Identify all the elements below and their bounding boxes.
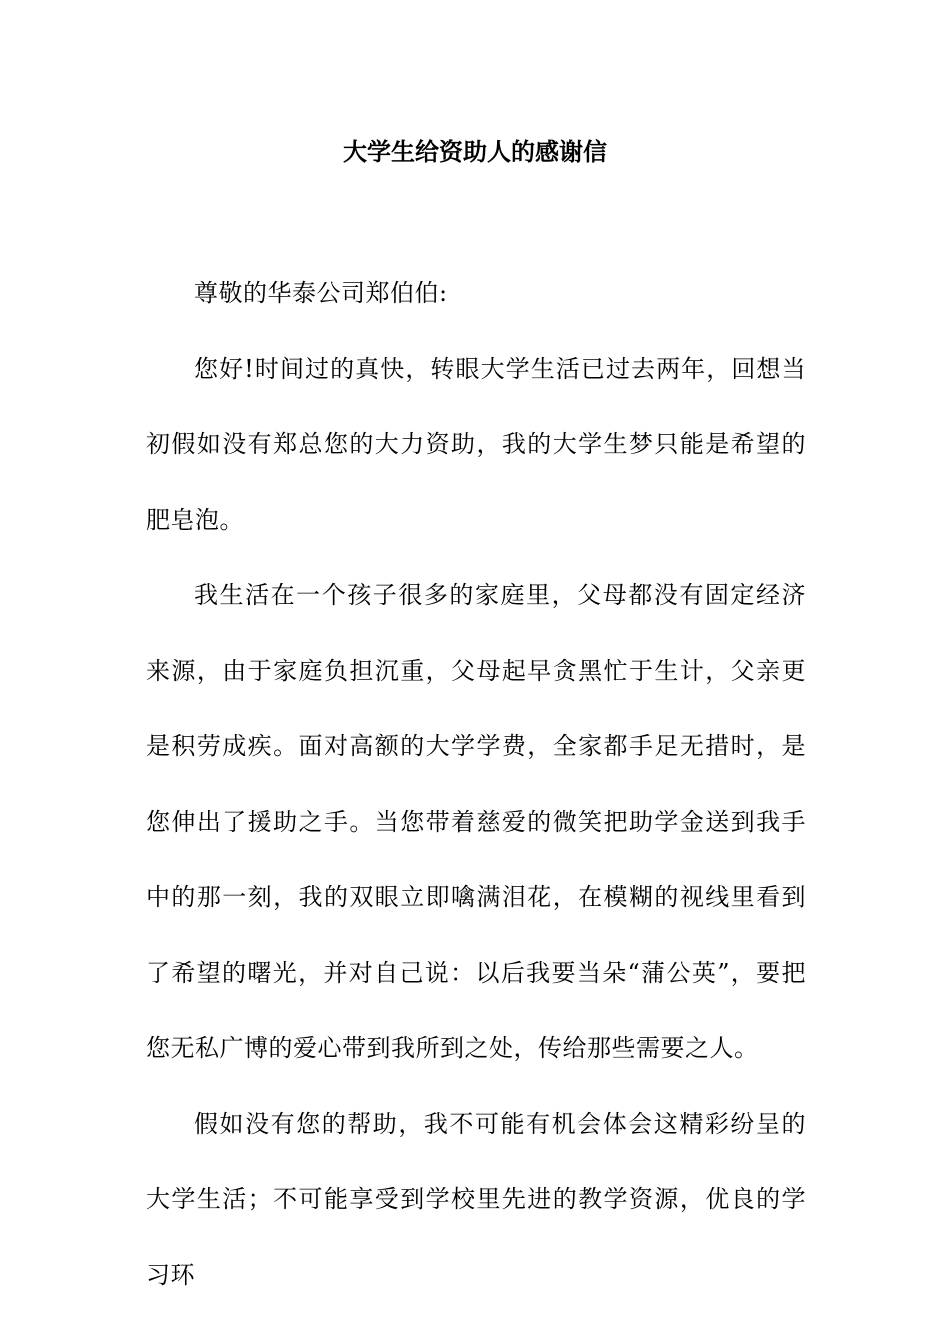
paragraph-3: 假如没有您的帮助，我不可能有机会体会这精彩纷呈的大学生活；不可能享受到学校里先进的教学资源，优良的学习环 (146, 1109, 806, 1289)
paragraph-2: 我生活在一个孩子很多的家庭里，父母都没有固定经济来源，由于家庭负担沉重，父母起早贪黑忙于生计，父亲更是积劳成疾。面对高额的大学学费，全家都手足无措时，是您伸出了援助之手。当您带着慈爱的微笑把助学金送到我手中的那一刻，我的双眼立即噙满泪花，在模糊的视线里看到了希望的曙光，并对自己说：以后我要当朵“蒲公英”，要把您无私广博的爱心带到我所到之处，传给那些需要之人。 (146, 581, 806, 1062)
letter-body (146, 256, 806, 1313)
letter-title: 大学生给资助人的感谢信 (343, 137, 607, 166)
salutation: 尊敬的华泰公司郑伯伯: (194, 279, 448, 307)
paragraph-1: 您好!时间过的真快，转眼大学生活已过去两年，回想当初假如没有郑总您的大力资助，我的大学生梦只能是希望的肥皂泡。 (146, 354, 806, 534)
